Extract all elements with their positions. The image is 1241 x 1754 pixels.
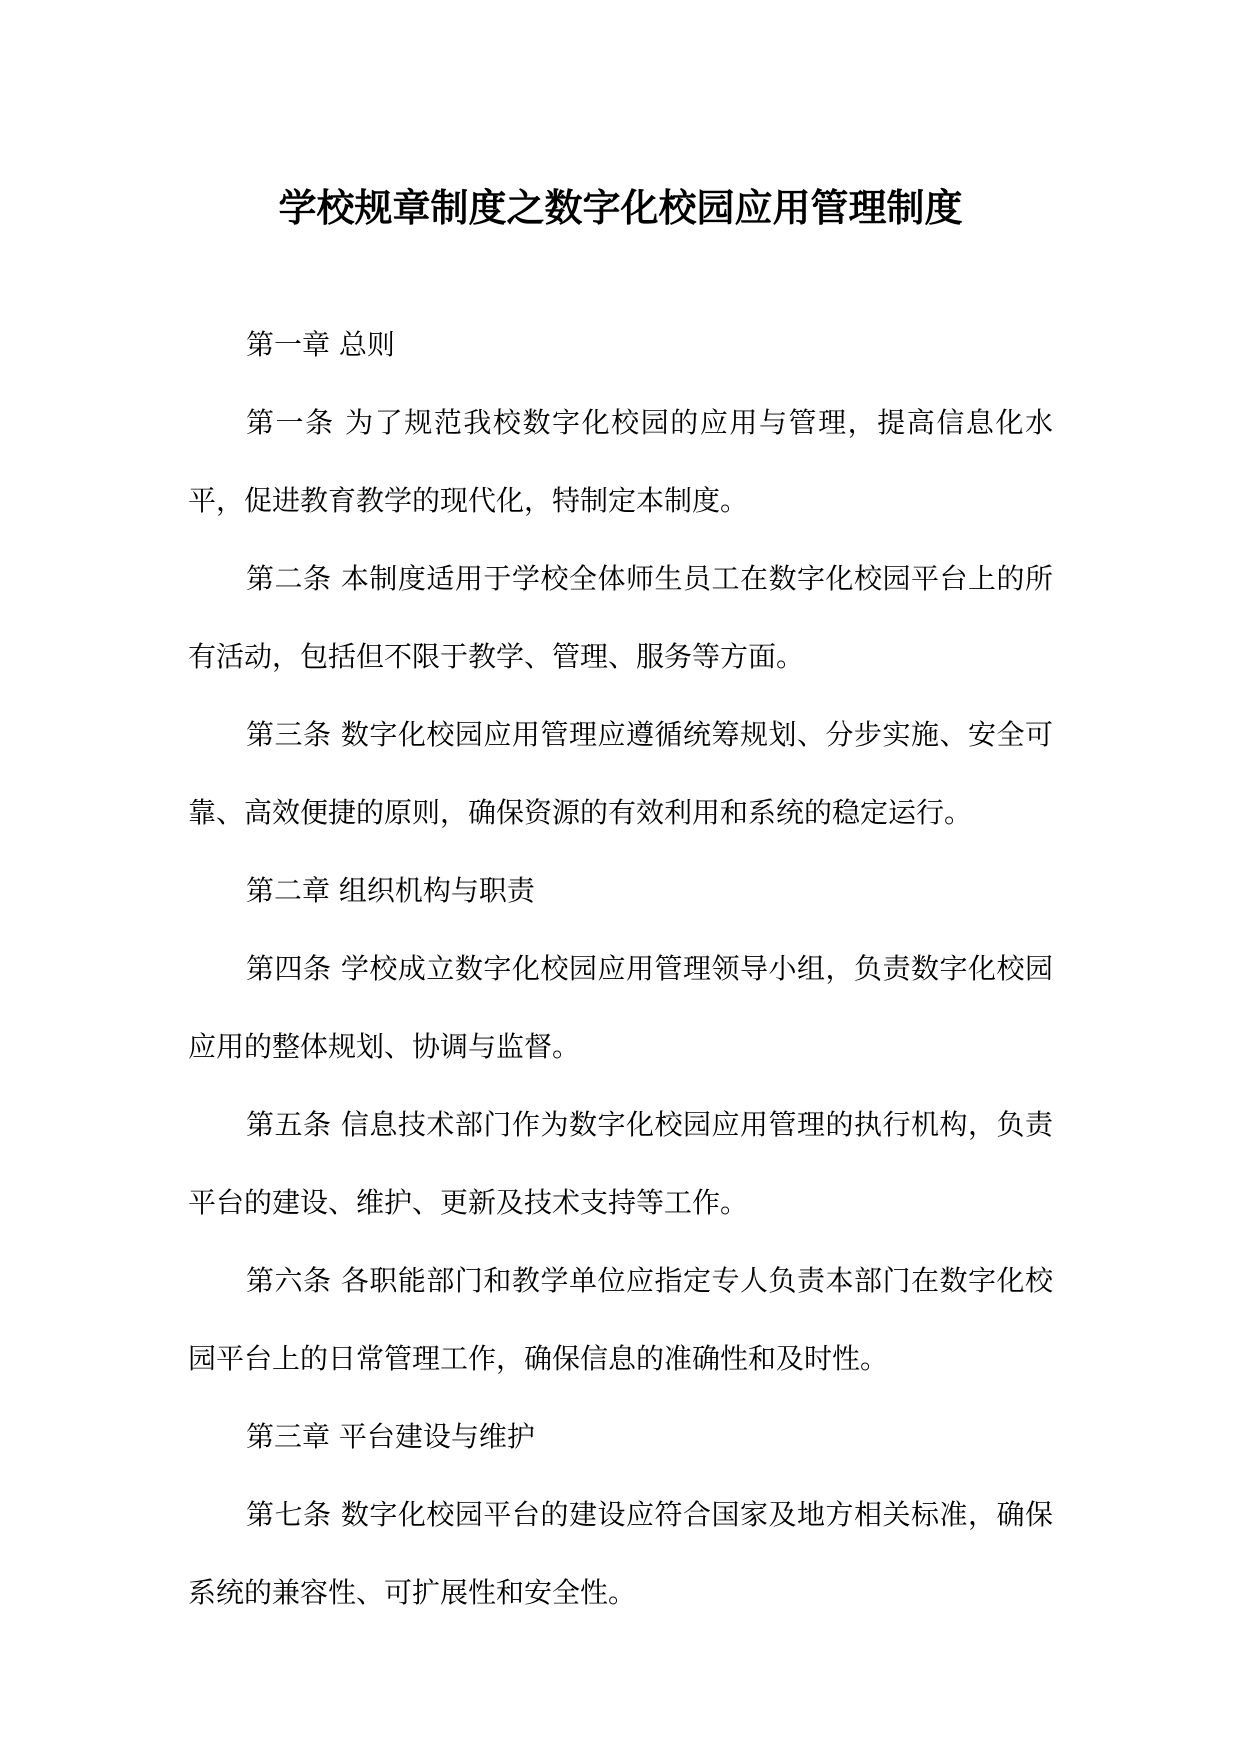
chapter-heading: 第二章 组织机构与职责	[246, 874, 535, 907]
document-title: 学校规章制度之数字化校园应用管理制度	[278, 186, 963, 230]
article-paragraph: 第六条 各职能部门和教学单位应指定专人负责本部门在数字化校园平台上的日常管理工作，确保信息的准确性和及时性。	[188, 1264, 1053, 1375]
chapter-heading: 第三章 平台建设与维护	[246, 1420, 535, 1453]
article-paragraph: 第四条 学校成立数字化校园应用管理领导小组，负责数字化校园应用的整体规划、协调与监督。	[188, 952, 1053, 1063]
article-paragraph: 第一条 为了规范我校数字化校园的应用与管理，提高信息化水平，促进教育教学的现代化，特制定本制度。	[188, 406, 1053, 517]
chapter-heading: 第一章 总则	[246, 328, 395, 361]
article-paragraph: 第七条 数字化校园平台的建设应符合国家及地方相关标准，确保系统的兼容性、可扩展性和安全性。	[188, 1498, 1053, 1609]
article-paragraph: 第三条 数字化校园应用管理应遵循统筹规划、分步实施、安全可靠、高效便捷的原则，确保资源的有效利用和系统的稳定运行。	[188, 718, 1053, 829]
document-body	[188, 306, 1053, 1632]
article-paragraph: 第二条 本制度适用于学校全体师生员工在数字化校园平台上的所有活动，包括但不限于教学、管理、服务等方面。	[188, 562, 1053, 673]
article-paragraph: 第五条 信息技术部门作为数字化校园应用管理的执行机构，负责平台的建设、维护、更新及技术支持等工作。	[188, 1108, 1053, 1219]
